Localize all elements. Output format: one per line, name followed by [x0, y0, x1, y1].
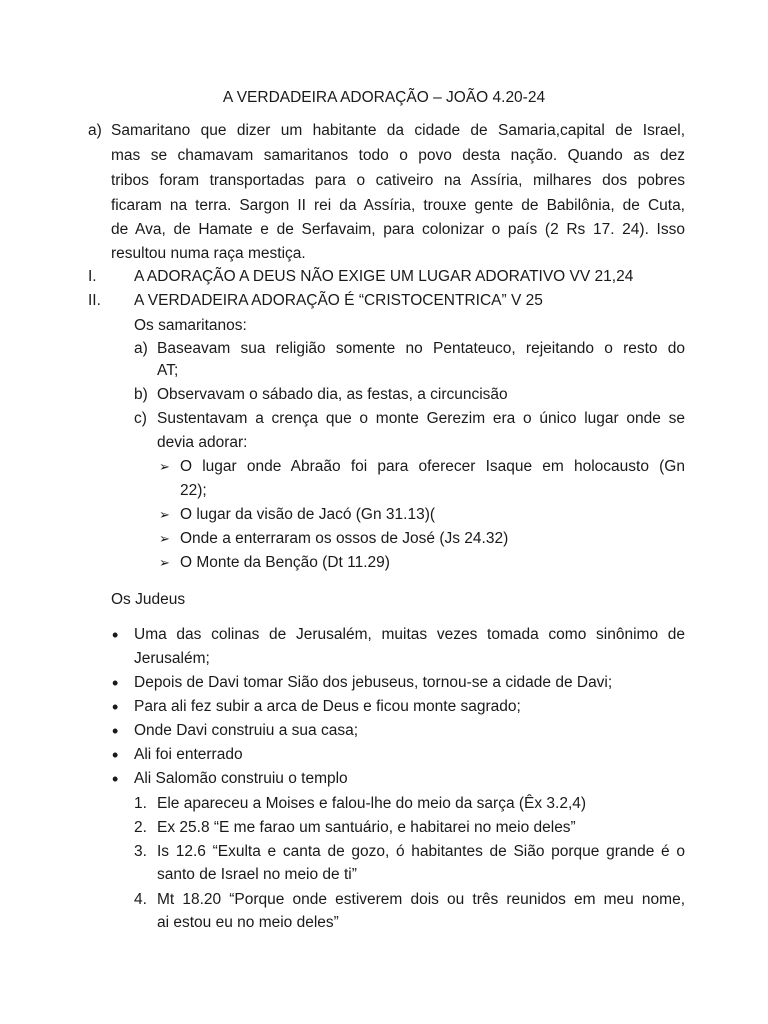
page-title: A VERDADEIRA ADORAÇÃO – JOÃO 4.20-24: [222, 89, 546, 106]
subheading: Os Judeus: [111, 591, 186, 608]
intro-line: mas se chamavam samaritanos todo o povo desta nação. Quando as dez: [111, 147, 685, 164]
bullet-item-line: Ali foi enterrado: [134, 746, 243, 763]
section-heading: A VERDADEIRA ADORAÇÃO É “CRISTOCENTRICA” V 25: [134, 292, 543, 309]
section-heading: A ADORAÇÃO A DEUS NÃO EXIGE UM LUGAR ADORATIVO VV 21,24: [134, 268, 634, 285]
intro-line: de Ava, de Hamate e de Serfavaim, para colonizar o país (2 Rs 17. 24). Isso: [111, 221, 685, 238]
bullet-item-line: Depois de Davi tomar Sião dos jebuseus, tornou-se a cidade de Davi;: [134, 674, 613, 691]
numbered-item-line: santo de Israel no meio de ti”: [157, 866, 357, 883]
bullet-item-line: Uma das colinas de Jerusalém, muitas vezes tomada como sinônimo de: [134, 626, 685, 643]
number-marker: 1.: [134, 795, 147, 812]
bullet-icon: •: [112, 697, 119, 717]
numbered-item-line: ai estou eu no meio deles”: [157, 914, 339, 931]
arrow-bullet-icon: ➢: [159, 459, 170, 474]
list-item-line: AT;: [157, 362, 179, 379]
intro-line: ficaram na terra. Sargon II rei da Assíria, trouxe gente de Babilônia, de Cuta,: [111, 197, 685, 214]
list-item-line: Baseavam sua religião somente no Pentateuco, rejeitando o resto do: [157, 340, 685, 357]
bullet-item-line: Ali Salomão construiu o templo: [134, 770, 348, 787]
arrow-bullet-icon: ➢: [159, 531, 170, 546]
intro-line: tribos foram transportadas para o cativeiro na Assíria, milhares dos pobres: [111, 172, 685, 189]
subheading: Os samaritanos:: [134, 317, 247, 334]
list-item-line: Sustentavam a crença que o monte Gerezim era o único lugar onde se: [157, 410, 685, 427]
list-marker: c): [134, 410, 147, 427]
bullet-icon: •: [112, 673, 119, 693]
numbered-item-line: Is 12.6 “Exulta e canta de gozo, ó habitantes de Sião porque grande é o: [157, 843, 685, 860]
list-marker: a): [88, 122, 102, 139]
arrow-bullet-icon: ➢: [159, 507, 170, 522]
arrow-item-line: O lugar da visão de Jacó (Gn 31.13)(: [180, 506, 436, 523]
list-marker: b): [134, 386, 148, 403]
bullet-icon: •: [112, 769, 119, 789]
intro-line: Samaritano que dizer um habitante da cidade de Samaria,capital de Israel,: [111, 122, 685, 139]
bullet-icon: •: [112, 745, 119, 765]
bullet-item-line: Para ali fez subir a arca de Deus e ficou monte sagrado;: [134, 698, 521, 715]
roman-marker: II.: [88, 292, 101, 309]
bullet-item-line: Onde Davi construiu a sua casa;: [134, 722, 359, 739]
numbered-item-line: Ele apareceu a Moises e falou-lhe do meio da sarça (Êx 3.2,4): [157, 795, 587, 812]
arrow-item-line: 22);: [180, 482, 207, 499]
number-marker: 2.: [134, 819, 147, 836]
arrow-item-line: O Monte da Benção (Dt 11.29): [180, 554, 390, 571]
list-item-line: devia adorar:: [157, 434, 248, 451]
list-item-line: Observavam o sábado dia, as festas, a circuncisão: [157, 386, 508, 403]
numbered-item-line: Mt 18.20 “Porque onde estiverem dois ou três reunidos em meu nome,: [157, 891, 685, 908]
arrow-item-line: O lugar onde Abraão foi para oferecer Isaque em holocausto (Gn: [180, 458, 685, 475]
number-marker: 3.: [134, 843, 147, 860]
bullet-item-line: Jerusalém;: [134, 650, 210, 667]
roman-marker: I.: [88, 268, 97, 285]
bullet-icon: •: [112, 721, 119, 741]
list-marker: a): [134, 340, 148, 357]
number-marker: 4.: [134, 891, 147, 908]
intro-line: resultou numa raça mestiça.: [111, 245, 306, 262]
arrow-item-line: Onde a enterraram os ossos de José (Js 24.32): [180, 530, 509, 547]
arrow-bullet-icon: ➢: [159, 555, 170, 570]
bullet-icon: •: [112, 625, 119, 645]
numbered-item-line: Ex 25.8 “E me farao um santuário, e habitarei no meio deles”: [157, 819, 576, 836]
